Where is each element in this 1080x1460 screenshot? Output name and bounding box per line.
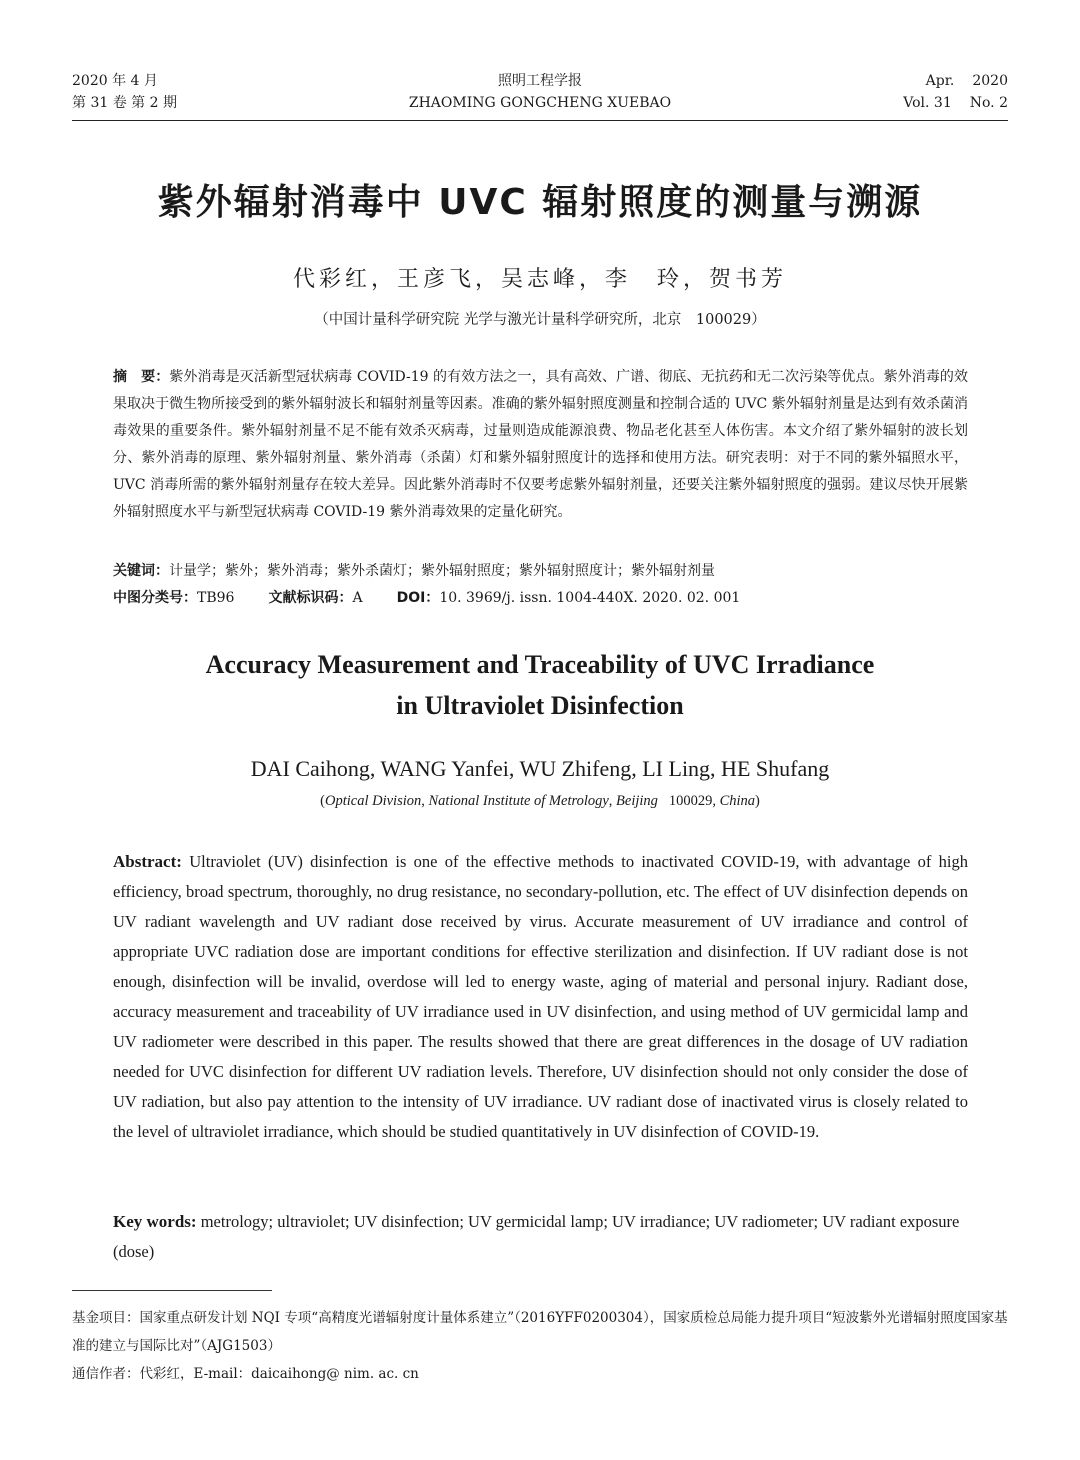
document-code-value: A bbox=[352, 590, 363, 606]
authors-zh: 代彩红，王彦飞，吴志峰，李 玲，贺书芳 bbox=[292, 267, 787, 292]
corresponding-author: 通信作者：代彩红，E-mail：daicaihong@ nim. ac. cn bbox=[72, 1366, 419, 1382]
keywords-en-text: metrology; ultraviolet; UV disinfection; UV germicidal lamp; UV irradiance; UV radiometer; UV radiant exposure (dose) bbox=[113, 1212, 960, 1261]
running-header bbox=[72, 70, 1008, 121]
title-en bbox=[0, 644, 1080, 726]
footnotes bbox=[72, 1304, 1008, 1388]
title-zh: 紫外辐射消毒中 UVC 辐射照度的测量与溯源 bbox=[157, 182, 923, 223]
keywords-zh bbox=[113, 558, 968, 585]
abstract-zh-label: 摘 要： bbox=[113, 369, 170, 385]
abstract-en-label: Abstract: bbox=[113, 852, 182, 871]
aff-country: China bbox=[719, 793, 756, 809]
header-vol-en: Vol. 31 bbox=[903, 95, 952, 111]
abstract-en bbox=[113, 847, 968, 1147]
abstract-zh-text: 紫外消毒是灭活新型冠状病毒 COVID-19 的有效方法之一，具有高效、广谱、彻底、无抗药和无二次污染等优点。紫外消毒的效果取决于微生物所接受到的紫外辐射波长和辐射剂量等因素。准确的紫外辐射照度测量和控制合适的 UVC 紫外辐射剂量是达到有效杀菌消毒效果的重要条件。紫外辐射剂量不足不能有效杀灭病毒，过量则造成能源浪费、物品老化甚至人体伤害。本文介绍了紫外辐射的波长划分、紫外消毒的原理、紫外辐射剂量、紫外消毒（杀菌）灯和紫外辐射照度计的选择和使用方法。研究表明：对于不同的紫外辐照水平，UVC 消毒所需的紫外辐射剂量存在较大差异。因此紫外消毒时不仅要考虑紫外辐射剂量，还要关注紫外辐射照度的强弱。建议尽快开展紫外辐射照度水平与新型冠状病毒 COVID-19 紫外消毒效果的定量化研究。 bbox=[113, 369, 969, 520]
aff-open-paren: ( bbox=[320, 793, 325, 809]
title-en-line2: in Ultraviolet Disinfection bbox=[396, 691, 684, 720]
affiliation-zh: （中国计量科学研究院 光学与激光计量科学研究所，北京 100029） bbox=[314, 312, 766, 328]
keywords-en bbox=[113, 1207, 968, 1267]
aff-institute: National Institute of Metrology bbox=[428, 793, 609, 809]
affiliation-en: (Optical Division, National Institute of Metrology, Beijing 100029, China) bbox=[320, 793, 760, 809]
header-volume-issue: 第 31 卷 第 2 期 bbox=[72, 95, 177, 111]
footnote-divider bbox=[72, 1290, 272, 1291]
header-month-en: Apr. bbox=[925, 73, 955, 89]
abstract-en-text: Ultraviolet (UV) disinfection is one of the effective methods to inactivated COVID-19, with advantage of high efficiency, broad spectrum, thoroughly, no drug resistance, no secondary-pollution, etc. The effect of UV disinfection depends on UV radiant wavelength and UV radiant dose received by virus. Accurate measurement of UV irradiance and control of appropriate UVC radiation dose are important conditions for effective sterilization and disinfection. If UV radiant dose is not enough, disinfection will be invalid, overdose will led to energy waste, aging of material and personal injury. Radiant dose, accuracy measurement and traceability of UV irradiance used in UV disinfection, and using method of UV germicidal lamp and UV radiometer were described in this paper. The results showed that there are great differences in the dosage of UV radiation needed for UVC disinfection for different UV radiation levels. Therefore, UV disinfection should not only consider the dose of UV radiation, but also pay attention to the intensity of UV irradiance. UV radiant dose of inactivated virus is closely related to the level of ultraviolet irradiance, which should be studied quantitatively in UV disinfection of COVID-19. bbox=[113, 852, 968, 1141]
abstract-zh bbox=[113, 364, 968, 526]
funding-note: 基金项目：国家重点研发计划 NQI 专项“高精度光谱辐射度计量体系建立”（2016YFF0200304），国家质检总局能力提升项目“短波紫外光谱辐射照度国家基准的建立与国际比对”（AJG1503） bbox=[72, 1310, 1008, 1354]
aff-division: Optical Division bbox=[324, 793, 422, 809]
class-number-value: TB96 bbox=[197, 590, 235, 606]
keywords-zh-text: 计量学；紫外；紫外消毒；紫外杀菌灯；紫外辐射照度；紫外辐射照度计；紫外辐射剂量 bbox=[169, 563, 715, 579]
header-year-en: 2020 bbox=[972, 73, 1008, 89]
classification-line bbox=[113, 585, 968, 612]
journal-name-zh: 照明工程学报 bbox=[498, 73, 582, 89]
class-number-label: 中图分类号： bbox=[113, 590, 197, 606]
doi-label: DOI： bbox=[396, 590, 440, 606]
header-no-en: No. 2 bbox=[969, 95, 1008, 111]
header-date: 2020 年 4 月 bbox=[72, 73, 158, 89]
journal-name-pinyin: ZHAOMING GONGCHENG XUEBAO bbox=[408, 95, 672, 111]
aff-city: Beijing bbox=[616, 793, 658, 809]
document-code-label: 文献标识码： bbox=[268, 590, 353, 606]
keywords-zh-label: 关键词： bbox=[113, 563, 169, 579]
aff-close-paren: ) bbox=[755, 793, 760, 809]
title-en-line1: Accuracy Measurement and Traceability of UVC Irradiance bbox=[205, 650, 875, 679]
header-center bbox=[72, 70, 1008, 114]
authors-en: DAI Caihong, WANG Yanfei, WU Zhifeng, LI Ling, HE Shufang bbox=[250, 756, 830, 781]
keywords-en-label: Key words: bbox=[113, 1212, 197, 1231]
doi-value[interactable]: 10. 3969/j. issn. 1004-440X. 2020. 02. 001 bbox=[439, 590, 741, 606]
aff-postcode: 100029 bbox=[668, 793, 713, 809]
header-right bbox=[903, 70, 1008, 114]
